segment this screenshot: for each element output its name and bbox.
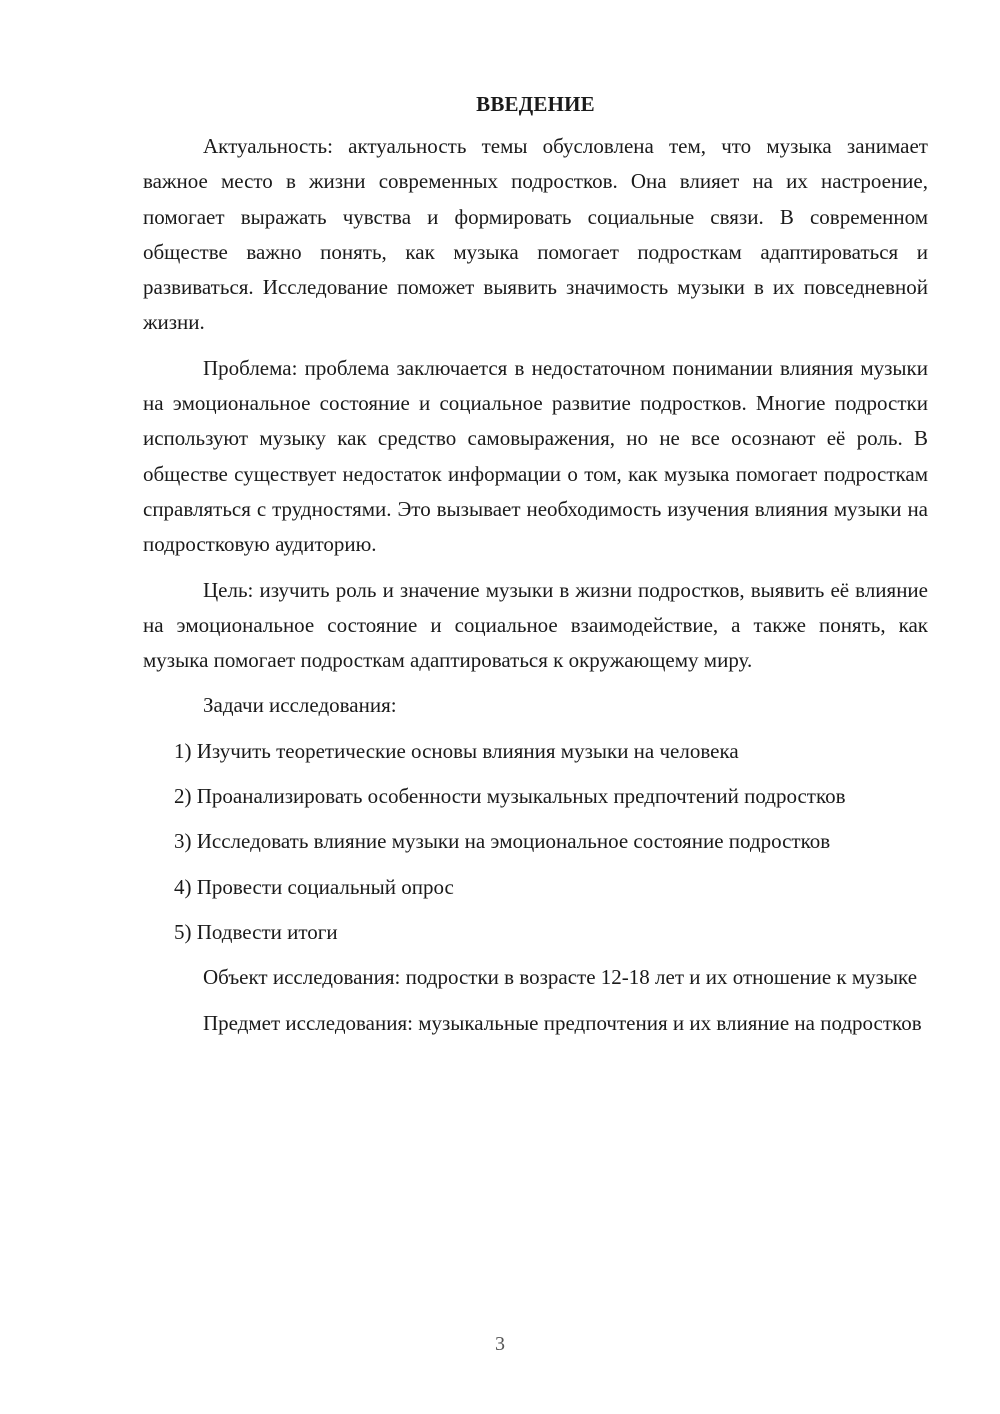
problem-paragraph: Проблема: проблема заключается в недостаточном понимании влияния музыки на эмоциональное состояние и социальное развитие подростков. Многие подростки используют музыку как средство самовыражения, но не все осознают её роль. В обществе существует недостаток информации о том, как музыка помогает подросткам справляться с трудностями. Это вызывает необходимость изучения влияния музыки на подростковую аудиторию. <box>143 355 928 557</box>
document-page <box>143 88 928 1051</box>
task-item: 5) Подвести итоги <box>174 919 338 944</box>
task-item: 4) Провести социальный опрос <box>174 874 454 899</box>
task-item: 3) Исследовать влияние музыки на эмоциональное состояние подростков <box>174 829 831 854</box>
page-number: 3 <box>495 1333 505 1355</box>
section-title: ВВЕДЕНИЕ <box>476 92 595 116</box>
task-item: 2) Проанализировать особенности музыкальных предпочтений подростков <box>174 784 846 809</box>
research-object-paragraph: Объект исследования: подростки в возрасте 12-18 лет и их отношение к музыке <box>203 965 918 990</box>
goal-paragraph: Цель: изучить роль и значение музыки в жизни подростков, выявить её влияние на эмоциональное состояние и социальное взаимодействие, а также понять, как музыка помогает подросткам адаптироваться к окружающему миру. <box>143 577 928 673</box>
relevance-paragraph: Актуальность: актуальность темы обусловлена тем, что музыка занимает важное место в жизни современных подростков. Она влияет на их настроение, помогает выражать чувства и формировать социальные связи. В современном обществе важно понять, как музыка помогает подросткам адаптироваться и развиваться. Исследование поможет выявить значимость музыки в их повседневной жизни. <box>143 134 928 335</box>
research-subject-paragraph: Предмет исследования: музыкальные предпочтения и их влияние на подростков <box>203 1010 922 1035</box>
tasks-heading: Задачи исследования: <box>203 693 397 718</box>
task-item: 1) Изучить теоретические основы влияния музыки на человека <box>174 738 739 763</box>
